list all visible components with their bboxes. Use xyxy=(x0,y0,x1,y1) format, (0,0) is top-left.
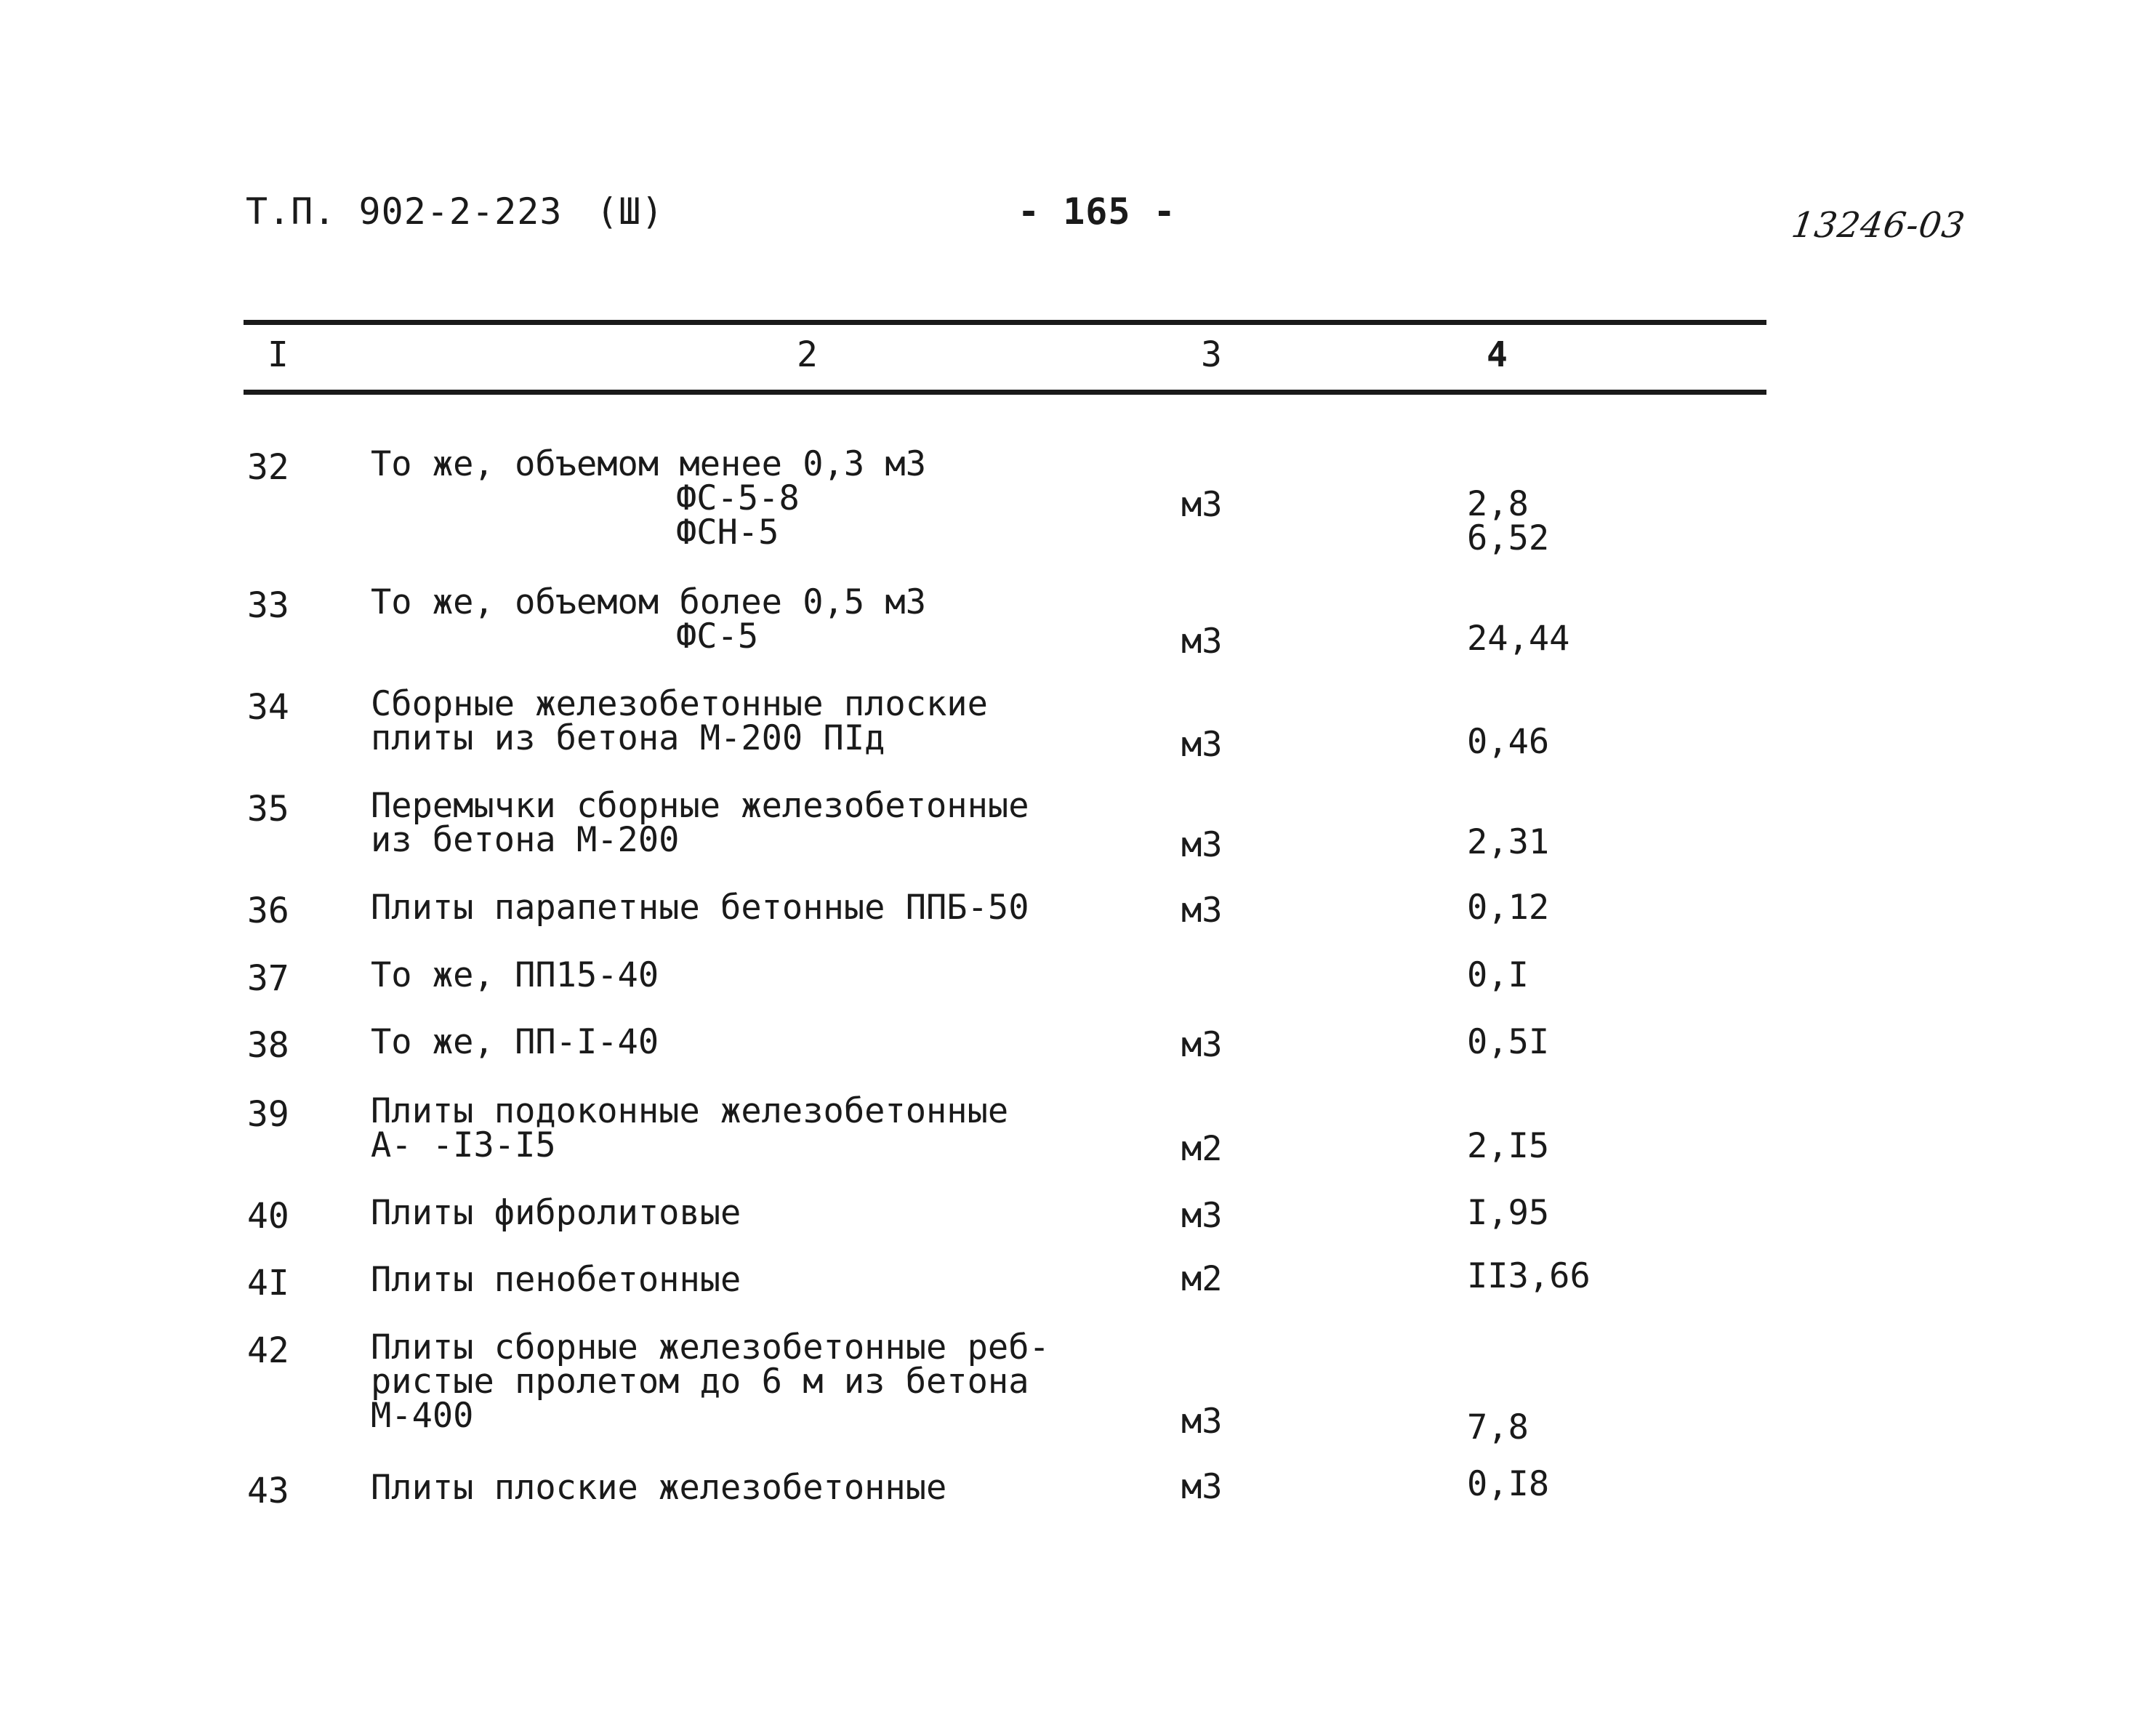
row-number: 32 xyxy=(247,447,289,488)
description-line: Перемычки сборные железобетонные xyxy=(371,786,1029,826)
row-description xyxy=(371,786,1029,860)
row-number: 37 xyxy=(247,958,289,999)
row-quantity xyxy=(1467,822,1550,862)
row-unit: м3 xyxy=(1181,1025,1223,1065)
quantity-value: 0,5I xyxy=(1467,1022,1550,1062)
row-number: 33 xyxy=(247,585,289,626)
row-quantity xyxy=(1467,1256,1591,1296)
quantity-value: 0,46 xyxy=(1467,722,1550,762)
quantity-value: 0,I xyxy=(1467,955,1529,995)
row-quantity xyxy=(1467,1022,1550,1062)
archive-number: 13246-03 xyxy=(1789,205,1968,246)
row-unit: м3 xyxy=(1181,1196,1223,1236)
document-series: (Ш) xyxy=(596,190,664,233)
row-unit: м3 xyxy=(1181,1402,1223,1442)
quantity-value: 2,31 xyxy=(1467,822,1550,862)
description-line: А- -I3-I5 xyxy=(371,1125,556,1165)
row-description xyxy=(371,955,659,995)
quantity-value: 2,8 xyxy=(1467,484,1529,524)
description-subline: ФС-5 xyxy=(676,616,759,656)
quantity-value: 0,I8 xyxy=(1467,1464,1550,1504)
row-number: 34 xyxy=(247,687,289,728)
row-description xyxy=(371,1327,1050,1436)
row-description xyxy=(371,1022,659,1062)
row-quantity xyxy=(1467,1193,1550,1233)
row-description xyxy=(371,1193,741,1233)
row-number: 39 xyxy=(247,1094,289,1135)
row-unit: м2 xyxy=(1181,1259,1223,1299)
document-code: Т.П. 902-2-223 xyxy=(246,190,563,233)
description-line: Сборные железобетонные плоские xyxy=(371,684,988,724)
table-top-rule xyxy=(244,320,1766,325)
quantity-value: 24,44 xyxy=(1467,619,1570,659)
description-line: Плиты плоские железобетонные xyxy=(371,1468,947,1508)
row-quantity xyxy=(1467,1464,1550,1504)
row-number: 38 xyxy=(247,1025,289,1066)
quantity-value: 7,8 xyxy=(1467,1407,1529,1447)
quantity-value: II3,66 xyxy=(1467,1256,1591,1296)
row-unit: м3 xyxy=(1181,485,1223,525)
row-number: 35 xyxy=(247,789,289,829)
row-unit: м3 xyxy=(1181,891,1223,931)
row-unit: м3 xyxy=(1181,622,1223,662)
row-unit: м3 xyxy=(1181,725,1223,765)
column-number-4: 4 xyxy=(1487,334,1508,375)
table-header-rule xyxy=(244,390,1766,395)
row-quantity xyxy=(1467,619,1570,659)
row-quantity xyxy=(1467,1126,1550,1166)
description-line: Плиты парапетные бетонные ППБ-50 xyxy=(371,888,1029,928)
page-number: - 165 - xyxy=(1018,190,1176,233)
row-quantity xyxy=(1467,722,1550,762)
row-number: 4I xyxy=(247,1263,289,1303)
row-number: 42 xyxy=(247,1330,289,1371)
quantity-value: I,95 xyxy=(1467,1193,1550,1233)
row-number: 36 xyxy=(247,891,289,931)
row-unit: м3 xyxy=(1181,825,1223,865)
row-unit: м2 xyxy=(1181,1129,1223,1169)
column-number-2: 2 xyxy=(797,334,818,375)
description-line: ристые пролетом до 6 м из бетона xyxy=(371,1362,1029,1402)
description-line: М-400 xyxy=(371,1396,474,1436)
description-line: То же, ПП15-40 xyxy=(371,955,659,995)
row-description xyxy=(371,1091,1009,1165)
description-line: То же, ПП-I-40 xyxy=(371,1022,659,1062)
row-quantity xyxy=(1467,955,1529,995)
description-line: То же, объемом более 0,5 м3 xyxy=(371,582,927,622)
row-description xyxy=(371,1468,947,1508)
quantity-value: 0,12 xyxy=(1467,888,1550,928)
row-description xyxy=(371,684,988,758)
row-unit: м3 xyxy=(1181,1467,1223,1507)
column-number-3: 3 xyxy=(1201,334,1222,375)
row-description xyxy=(371,582,927,656)
description-line: из бетона М-200 xyxy=(371,820,680,860)
row-description xyxy=(371,1260,741,1300)
row-number: 43 xyxy=(247,1471,289,1511)
description-line: Плиты подоконные железобетонные xyxy=(371,1091,1009,1131)
row-quantity xyxy=(1467,1407,1529,1447)
description-subline: ФС-5-8 xyxy=(676,478,800,518)
row-quantity xyxy=(1467,888,1550,928)
row-number: 40 xyxy=(247,1196,289,1237)
description-subline: ФСН-5 xyxy=(676,513,779,552)
description-line: плиты из бетона М-200 ПIд xyxy=(371,718,885,758)
row-description xyxy=(371,444,927,552)
quantity-value: 6,52 xyxy=(1467,518,1550,558)
column-number-1: I xyxy=(268,334,289,375)
row-quantity xyxy=(1467,484,1550,558)
quantity-value: 2,I5 xyxy=(1467,1126,1550,1166)
description-line: То же, объемом менее 0,3 м3 xyxy=(371,444,927,484)
description-line: Плиты пенобетонные xyxy=(371,1260,741,1300)
row-description xyxy=(371,888,1029,928)
description-line: Плиты фибролитовые xyxy=(371,1193,741,1233)
description-line: Плиты сборные железобетонные реб- xyxy=(371,1327,1050,1367)
